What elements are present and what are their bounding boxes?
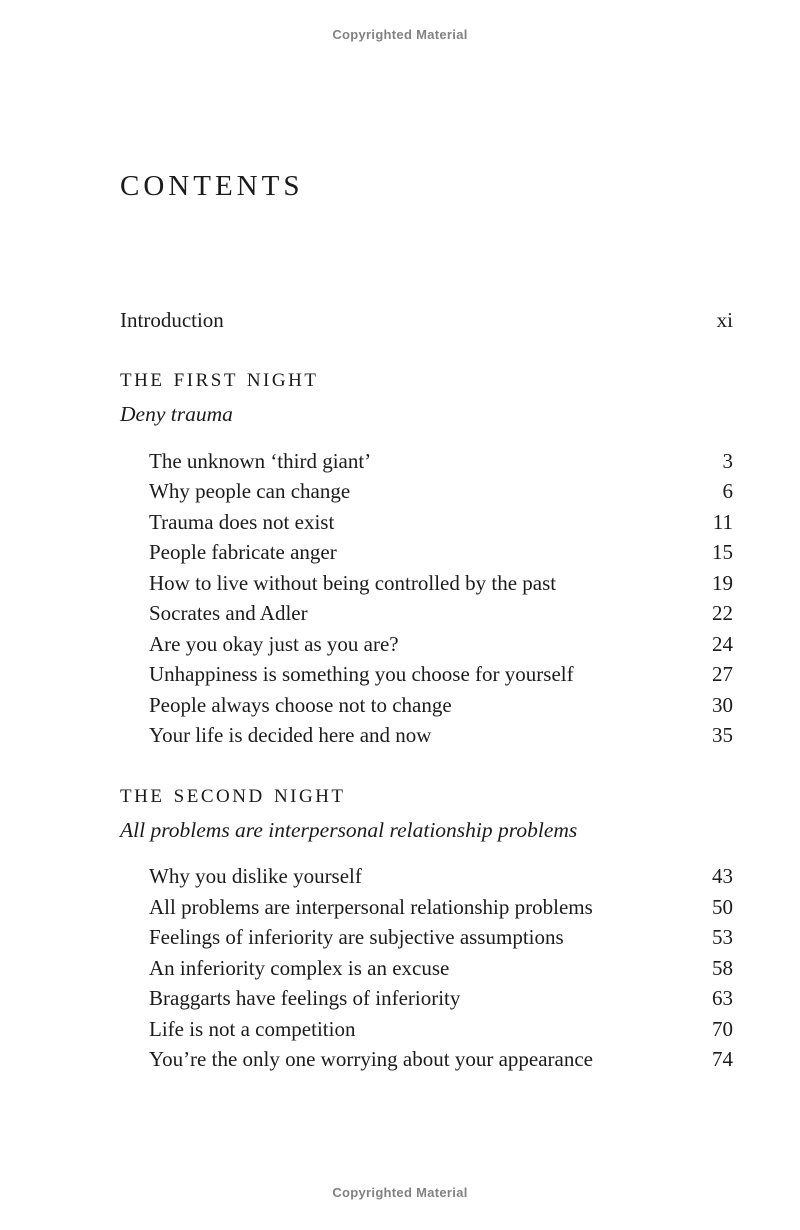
toc-entry	[120, 568, 733, 599]
toc-entry	[120, 720, 733, 751]
entry-title: You’re the only one worrying about your appearance	[149, 1047, 593, 1071]
toc-entry	[120, 861, 733, 892]
entry-title: Life is not a competition	[149, 1016, 356, 1041]
entry-page-number: 63	[712, 986, 733, 1010]
toc-entry	[120, 1044, 733, 1075]
toc-entry	[120, 983, 733, 1014]
entry-title: Feelings of inferiority are subjective assumptions	[149, 925, 564, 949]
copyright-notice-bottom: Copyrighted Material	[332, 1185, 468, 1200]
toc-entry	[120, 892, 733, 923]
entry-title: People always choose not to change	[149, 692, 452, 717]
toc-entry	[120, 953, 733, 984]
toc-entry	[120, 537, 733, 568]
toc-section-second-night	[120, 785, 733, 1075]
entry-page-number: 30	[712, 692, 733, 717]
entry-title: Braggarts have feelings of inferiority	[149, 986, 461, 1010]
entry-page-number: 22	[712, 601, 733, 625]
section-subtitle: Deny trauma	[120, 402, 233, 426]
section-heading: THE SECOND NIGHT	[120, 785, 346, 807]
entry-page-number: 53	[712, 925, 733, 949]
toc-entry-introduction	[120, 305, 733, 335]
entry-page-number: 58	[712, 955, 733, 980]
toc-section-first-night	[120, 369, 733, 751]
copyright-notice-top: Copyrighted Material	[332, 27, 468, 42]
entry-title: Socrates and Adler	[149, 601, 308, 625]
section-entries	[120, 446, 733, 751]
toc-entry	[120, 922, 733, 953]
entry-title: People fabricate anger	[149, 540, 337, 564]
entry-title: Unhappiness is something you choose for yourself	[149, 662, 574, 686]
entry-page-number: 70	[712, 1016, 733, 1041]
entry-title: Why people can change	[149, 479, 351, 503]
entry-page-number: 74	[712, 1047, 733, 1071]
entry-page-number: 43	[712, 864, 733, 888]
entry-title: An inferiority complex is an excuse	[149, 955, 450, 980]
entry-title: Are you okay just as you are?	[149, 631, 399, 656]
entry-page-number: 6	[722, 479, 733, 503]
entry-title: How to live without being controlled by the past	[149, 570, 557, 595]
page-title: CONTENTS	[120, 170, 304, 202]
section-subtitle: All problems are interpersonal relationship problems	[120, 817, 578, 842]
entry-title: Why you dislike yourself	[149, 864, 362, 888]
entry-page-number: 35	[712, 723, 733, 747]
entry-title: All problems are interpersonal relationship problems	[149, 894, 593, 919]
entry-page-number: 24	[712, 631, 733, 656]
section-heading: THE FIRST NIGHT	[120, 370, 319, 391]
toc-entry	[120, 598, 733, 629]
entry-title: The unknown ‘third giant’	[149, 448, 372, 473]
toc-entry	[120, 659, 733, 690]
toc-entry	[120, 690, 733, 721]
toc-entry	[120, 1014, 733, 1045]
entry-title: Trauma does not exist	[149, 509, 335, 534]
section-entries	[120, 861, 733, 1075]
entry-page-number: 3	[722, 448, 733, 473]
toc-entry	[120, 507, 733, 538]
entry-page-number: 11	[712, 509, 733, 534]
entry-page-number: xi	[716, 308, 733, 332]
toc-entry	[120, 629, 733, 660]
entry-page-number: 50	[712, 894, 733, 919]
table-of-contents	[120, 305, 733, 1075]
toc-entry	[120, 446, 733, 477]
entry-page-number: 19	[712, 570, 733, 595]
entry-title: Your life is decided here and now	[149, 723, 432, 747]
entry-page-number: 15	[712, 540, 733, 564]
toc-entry	[120, 476, 733, 507]
entry-title: Introduction	[120, 308, 224, 332]
entry-page-number: 27	[712, 662, 733, 686]
